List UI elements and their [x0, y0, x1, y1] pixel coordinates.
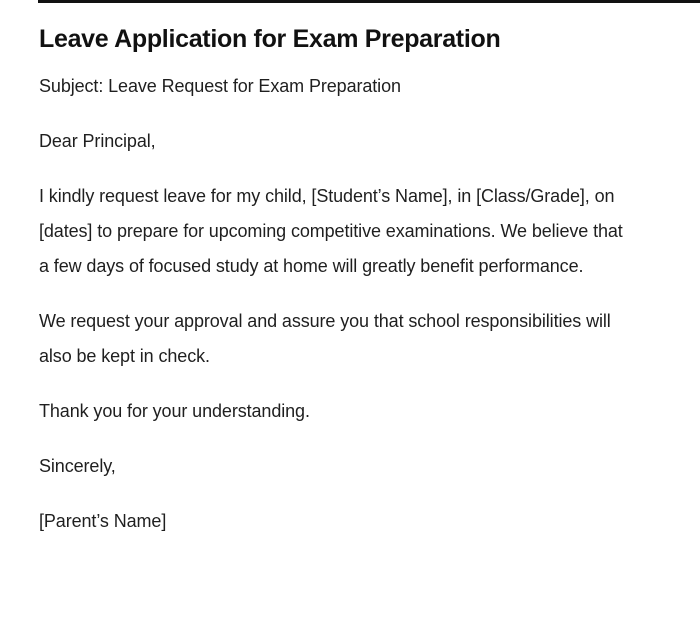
signature: [Parent’s Name] [39, 511, 167, 531]
subject-line: Subject: Leave Request for Exam Preparation [39, 76, 401, 96]
body-paragraph: I kindly request leave for my child, [Student’s Name], in [Class/Grade], on [dates] to prepare for upcoming competitive examinations. We believe that a few days of focused study at home will greatly benefit performance. [39, 186, 623, 276]
page-title: Leave Application for Exam Preparation [39, 25, 501, 53]
salutation: Dear Principal, [39, 131, 156, 151]
closing: Sincerely, [39, 456, 116, 476]
leave-application-letter [39, 0, 631, 559]
body-paragraph: We request your approval and assure you that school responsibilities will also be kept in check. [39, 311, 611, 366]
body-paragraph: Thank you for your understanding. [39, 401, 310, 421]
